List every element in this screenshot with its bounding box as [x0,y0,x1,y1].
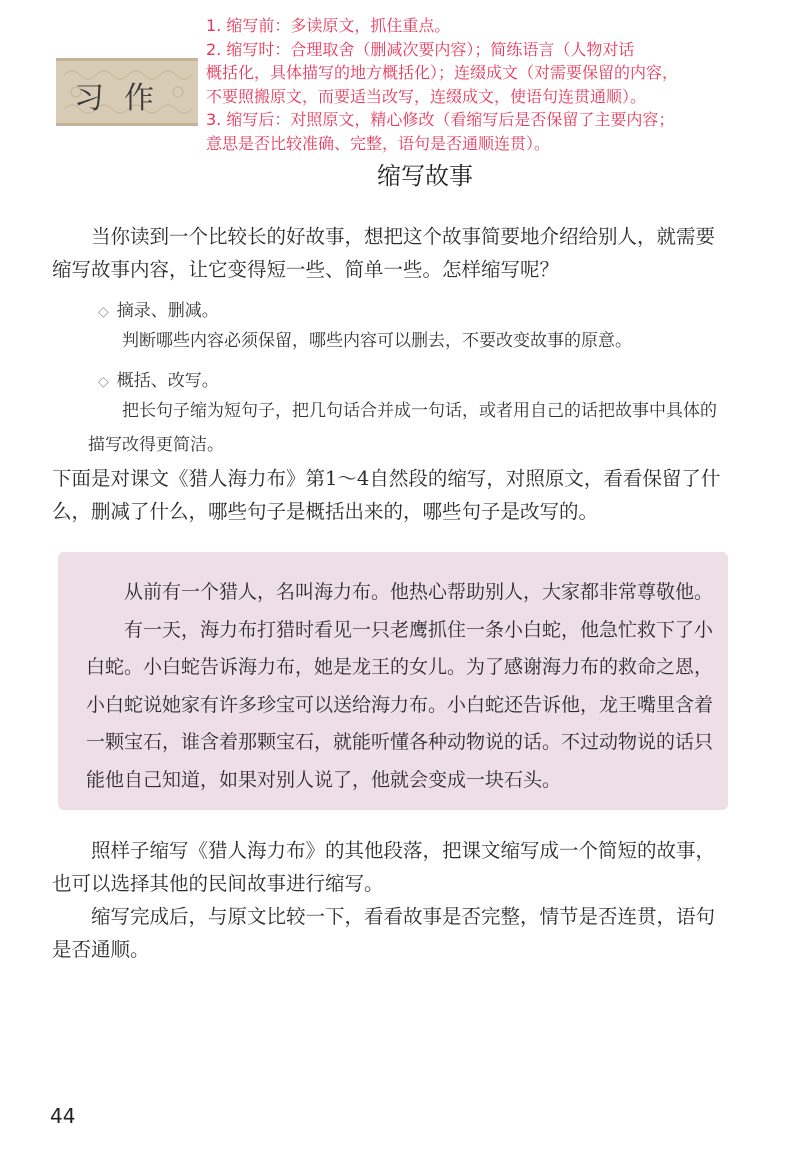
section-badge [56,58,198,126]
handwritten-notes [206,14,772,155]
example-paragraph: 从前有一个猎人，名叫海力布。他热心帮助别人，大家都非常尊敬他。 [124,581,714,603]
intro-text: 当你读到一个比较长的好故事，想把这个故事简要地介绍给别人，就需要缩写故事内容，让它变得短一些、简单一些。怎样缩写呢？ [52,225,716,281]
instruction-text: 下面是对课文《猎人海力布》第1～4自然段的缩写，对照原文，看看保留了什么，删减了什么，哪些句子是概括出来的，哪些句子是改写的。 [52,467,721,523]
note-line: 3. 缩写后：对照原文，精心修改（看缩写后是否保留了主要内容； [206,110,675,129]
note-line: 1. 缩写前：多读原文，抓住重点。 [206,16,451,35]
page-number: 44 [50,1104,76,1128]
tip-description [88,324,728,358]
note-line: 意思是否比较准确、完整，语句是否通顺连贯）。 [206,133,551,153]
tip-desc-text: 判断哪些内容必须保留，哪些内容可以删去，不要改变故事的原意。 [122,331,632,351]
tip-label: 概括、改写。 [116,371,219,391]
example-text [86,574,722,799]
section-badge-label: 习作 [74,81,174,116]
page-title: 缩写故事 [377,162,473,190]
tip-description [88,394,728,462]
note-line: 概括化，具体描写的地方概括化）；连缀成文（对需要保留的内容， [206,63,679,82]
diamond-icon: ◇ [98,304,109,320]
tip-desc-text: 把长句子缩为短句子，把几句话合并成一句话，或者用自己的话把故事中具体的描写改得更简洁。 [88,401,717,455]
diamond-icon: ◇ [98,374,109,390]
closing-paragraph: 照样子缩写《猎人海力布》的其他段落，把课文缩写成一个简短的故事，也可以选择其他的民间故事进行缩写。 [52,839,716,895]
intro-paragraph [52,220,732,286]
tip-item [98,296,219,321]
tip-item [98,366,219,391]
closing-section [52,834,732,966]
closing-paragraph: 缩写完成后，与原文比较一下，看看故事是否完整，情节是否连贯，语句是否通顺。 [52,905,716,961]
tip-label: 摘录、删减。 [116,301,219,321]
note-line: 不要照搬原文，而要适当改写，连缀成文，使语句连贯通顺）。 [206,86,647,106]
instruction-paragraph [52,462,732,528]
note-line: 2. 缩写时：合理取舍（删减次要内容）；简练语言（人物对话 [206,39,635,59]
example-paragraph: 有一天，海力布打猎时看见一只老鹰抓住一条小白蛇，他急忙救下了小白蛇。小白蛇告诉海力布，她是龙王的女儿。为了感谢海力布的救命之恩，小白蛇说她家有许多珍宝可以送给海力布。小白蛇还告诉他，龙王嘴里含着一颗宝石，谁含着那颗宝石，就能听懂各种动物说的话。不过动物说的话只能他自己知道，如果对别人说了，他就会变成一块石头。 [86,618,714,791]
